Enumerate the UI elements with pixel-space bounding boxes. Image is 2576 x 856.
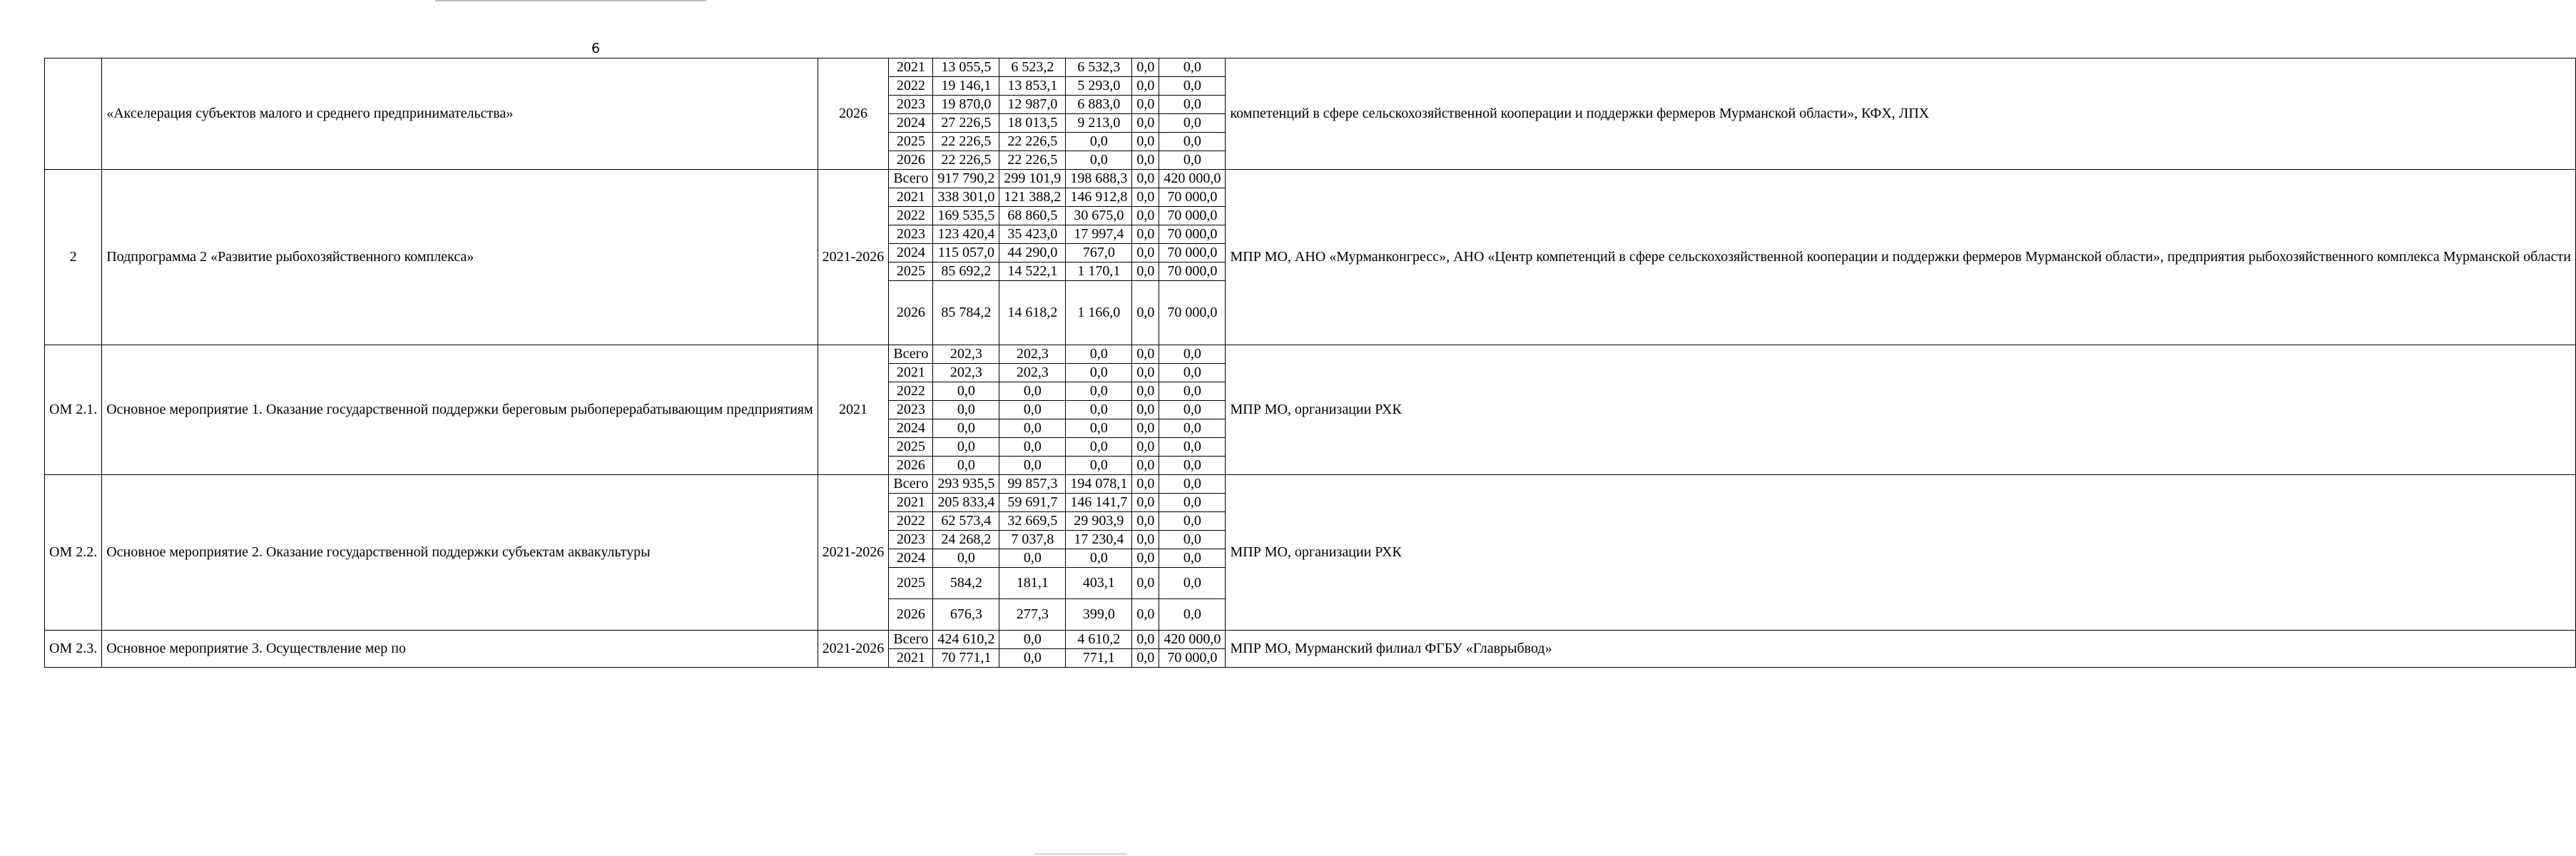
cell-total-funds: 19 870,0 (933, 96, 999, 114)
cell-regional-budget: 0,0 (999, 438, 1066, 457)
cell-federal-budget: 399,0 (1066, 599, 1132, 631)
cell-extra-budget: 0,0 (1159, 133, 1226, 151)
cell-extra-budget: 0,0 (1159, 401, 1226, 419)
scan-artifact-top (435, 0, 706, 1)
cell-year: 2022 (889, 382, 933, 401)
cell-total-funds: 0,0 (933, 419, 999, 438)
cell-regional-budget: 121 388,2 (999, 188, 1066, 207)
cell-local-budget: 0,0 (1132, 649, 1159, 668)
cell-year: 2021 (889, 649, 933, 668)
cell-regional-budget: 0,0 (999, 419, 1066, 438)
cell-extra-budget: 70 000,0 (1159, 281, 1226, 345)
cell-year: 2026 (889, 151, 933, 170)
cell-extra-budget: 0,0 (1159, 475, 1226, 494)
cell-extra-budget: 0,0 (1159, 96, 1226, 114)
cell-federal-budget: 0,0 (1066, 133, 1132, 151)
cell-local-budget: 0,0 (1132, 170, 1159, 188)
cell-federal-budget: 1 170,1 (1066, 263, 1132, 281)
cell-year: 2024 (889, 244, 933, 263)
cell-federal-budget: 17 997,4 (1066, 225, 1132, 244)
cell-federal-budget: 29 903,9 (1066, 512, 1132, 531)
cell-executor: МПР МО, организации РХК (1226, 475, 2576, 631)
cell-year: 2023 (889, 531, 933, 549)
cell-extra-budget: 0,0 (1159, 345, 1226, 364)
cell-total-funds: 70 771,1 (933, 649, 999, 668)
cell-total-funds: 0,0 (933, 401, 999, 419)
table-row (45, 58, 2576, 77)
cell-total-funds: 202,3 (933, 345, 999, 364)
cell-total-funds: 62 573,4 (933, 512, 999, 531)
cell-total-funds: 169 535,5 (933, 207, 999, 225)
cell-local-budget: 0,0 (1132, 568, 1159, 599)
table-row (45, 475, 2576, 494)
cell-regional-budget: 22 226,5 (999, 151, 1066, 170)
cell-federal-budget: 0,0 (1066, 438, 1132, 457)
table-row (45, 170, 2576, 188)
cell-federal-budget: 0,0 (1066, 549, 1132, 568)
cell-total-funds: 115 057,0 (933, 244, 999, 263)
cell-federal-budget: 17 230,4 (1066, 531, 1132, 549)
cell-year: Всего (889, 345, 933, 364)
table-row (45, 631, 2576, 649)
cell-regional-budget: 0,0 (999, 401, 1066, 419)
cell-regional-budget: 44 290,0 (999, 244, 1066, 263)
cell-extra-budget: 0,0 (1159, 77, 1226, 96)
cell-total-funds: 27 226,5 (933, 114, 999, 133)
cell-year: Всего (889, 170, 933, 188)
cell-extra-budget: 0,0 (1159, 512, 1226, 531)
cell-year: 2021 (889, 58, 933, 77)
cell-total-funds: 24 268,2 (933, 531, 999, 549)
cell-regional-budget: 0,0 (999, 457, 1066, 475)
cell-regional-budget: 0,0 (999, 631, 1066, 649)
cell-year: 2026 (889, 457, 933, 475)
cell-year: 2026 (889, 281, 933, 345)
cell-local-budget: 0,0 (1132, 457, 1159, 475)
cell-extra-budget: 70 000,0 (1159, 207, 1226, 225)
cell-regional-budget: 12 987,0 (999, 96, 1066, 114)
cell-local-budget: 0,0 (1132, 58, 1159, 77)
cell-extra-budget: 0,0 (1159, 419, 1226, 438)
cell-local-budget: 0,0 (1132, 494, 1159, 512)
cell-regional-budget: 35 423,0 (999, 225, 1066, 244)
cell-regional-budget: 277,3 (999, 599, 1066, 631)
cell-federal-budget: 0,0 (1066, 457, 1132, 475)
cell-extra-budget: 420 000,0 (1159, 631, 1226, 649)
cell-total-funds: 0,0 (933, 382, 999, 401)
cell-extra-budget: 0,0 (1159, 114, 1226, 133)
cell-local-budget: 0,0 (1132, 114, 1159, 133)
cell-name: Основное мероприятие 3. Осуществление мер по (102, 631, 818, 668)
cell-total-funds: 19 146,1 (933, 77, 999, 96)
cell-extra-budget: 0,0 (1159, 151, 1226, 170)
cell-local-budget: 0,0 (1132, 531, 1159, 549)
cell-regional-budget: 14 618,2 (999, 281, 1066, 345)
cell-regional-budget: 14 522,1 (999, 263, 1066, 281)
cell-extra-budget: 70 000,0 (1159, 225, 1226, 244)
cell-name: Основное мероприятие 2. Оказание государственной поддержки субъектам аквакультуры (102, 475, 818, 631)
cell-code (45, 58, 102, 170)
cell-regional-budget: 68 860,5 (999, 207, 1066, 225)
cell-federal-budget: 146 912,8 (1066, 188, 1132, 207)
cell-total-funds: 0,0 (933, 457, 999, 475)
cell-regional-budget: 59 691,7 (999, 494, 1066, 512)
cell-federal-budget: 194 078,1 (1066, 475, 1132, 494)
cell-total-funds: 85 692,2 (933, 263, 999, 281)
cell-executor: компетенций в сфере сельскохозяйственной кооперации и поддержки фермеров Мурманской области», КФХ, ЛПХ (1226, 58, 2576, 170)
cell-regional-budget: 299 101,9 (999, 170, 1066, 188)
cell-federal-budget: 9 213,0 (1066, 114, 1132, 133)
cell-federal-budget: 146 141,7 (1066, 494, 1132, 512)
cell-year: 2022 (889, 77, 933, 96)
cell-federal-budget: 6 532,3 (1066, 58, 1132, 77)
cell-federal-budget: 0,0 (1066, 419, 1132, 438)
cell-federal-budget: 767,0 (1066, 244, 1132, 263)
scan-artifact-bottom (1034, 853, 1127, 855)
cell-year: 2025 (889, 133, 933, 151)
cell-local-budget: 0,0 (1132, 77, 1159, 96)
cell-extra-budget: 70 000,0 (1159, 649, 1226, 668)
cell-local-budget: 0,0 (1132, 549, 1159, 568)
cell-period: 2021-2026 (818, 170, 889, 345)
cell-total-funds: 85 784,2 (933, 281, 999, 345)
cell-regional-budget: 18 013,5 (999, 114, 1066, 133)
cell-extra-budget: 70 000,0 (1159, 188, 1226, 207)
cell-local-budget: 0,0 (1132, 345, 1159, 364)
cell-regional-budget: 181,1 (999, 568, 1066, 599)
cell-extra-budget: 0,0 (1159, 568, 1226, 599)
cell-year: 2025 (889, 568, 933, 599)
cell-extra-budget: 70 000,0 (1159, 244, 1226, 263)
cell-year: 2023 (889, 225, 933, 244)
cell-federal-budget: 6 883,0 (1066, 96, 1132, 114)
cell-name: Основное мероприятие 1. Оказание государственной поддержки береговым рыбоперерабатывающим предприятиям (102, 345, 818, 475)
cell-extra-budget: 0,0 (1159, 382, 1226, 401)
cell-federal-budget: 0,0 (1066, 151, 1132, 170)
cell-regional-budget: 0,0 (999, 549, 1066, 568)
cell-period: 2021 (818, 345, 889, 475)
cell-federal-budget: 0,0 (1066, 382, 1132, 401)
cell-year: Всего (889, 631, 933, 649)
cell-year: 2022 (889, 512, 933, 531)
cell-federal-budget: 4 610,2 (1066, 631, 1132, 649)
cell-federal-budget: 771,1 (1066, 649, 1132, 668)
cell-code: 2 (45, 170, 102, 345)
cell-year: 2021 (889, 188, 933, 207)
cell-code: ОМ 2.3. (45, 631, 102, 668)
table-row (45, 345, 2576, 364)
cell-federal-budget: 198 688,3 (1066, 170, 1132, 188)
cell-extra-budget: 0,0 (1159, 58, 1226, 77)
cell-extra-budget: 70 000,0 (1159, 263, 1226, 281)
cell-regional-budget: 13 853,1 (999, 77, 1066, 96)
cell-code: ОМ 2.1. (45, 345, 102, 475)
cell-total-funds: 338 301,0 (933, 188, 999, 207)
cell-federal-budget: 403,1 (1066, 568, 1132, 599)
cell-local-budget: 0,0 (1132, 512, 1159, 531)
cell-regional-budget: 6 523,2 (999, 58, 1066, 77)
cell-local-budget: 0,0 (1132, 438, 1159, 457)
cell-total-funds: 917 790,2 (933, 170, 999, 188)
cell-extra-budget: 0,0 (1159, 599, 1226, 631)
cell-total-funds: 676,3 (933, 599, 999, 631)
cell-name: «Акселерация субъектов малого и среднего предпринимательства» (102, 58, 818, 170)
cell-federal-budget: 0,0 (1066, 401, 1132, 419)
cell-executor: МПР МО, Мурманский филиал ФГБУ «Главрыбвод» (1226, 631, 2576, 668)
cell-total-funds: 0,0 (933, 438, 999, 457)
cell-extra-budget: 0,0 (1159, 364, 1226, 382)
cell-year: 2024 (889, 114, 933, 133)
cell-total-funds: 0,0 (933, 549, 999, 568)
cell-code: ОМ 2.2. (45, 475, 102, 631)
cell-local-budget: 0,0 (1132, 419, 1159, 438)
cell-extra-budget: 420 000,0 (1159, 170, 1226, 188)
cell-year: 2024 (889, 549, 933, 568)
cell-extra-budget: 0,0 (1159, 531, 1226, 549)
cell-local-budget: 0,0 (1132, 207, 1159, 225)
cell-local-budget: 0,0 (1132, 188, 1159, 207)
cell-year: 2023 (889, 401, 933, 419)
cell-year: 2025 (889, 263, 933, 281)
cell-local-budget: 0,0 (1132, 631, 1159, 649)
cell-federal-budget: 0,0 (1066, 364, 1132, 382)
cell-total-funds: 584,2 (933, 568, 999, 599)
cell-local-budget: 0,0 (1132, 475, 1159, 494)
cell-extra-budget: 0,0 (1159, 494, 1226, 512)
cell-regional-budget: 99 857,3 (999, 475, 1066, 494)
cell-year: 2024 (889, 419, 933, 438)
cell-extra-budget: 0,0 (1159, 549, 1226, 568)
cell-extra-budget: 0,0 (1159, 438, 1226, 457)
cell-federal-budget: 0,0 (1066, 345, 1132, 364)
cell-executor: МПР МО, организации РХК (1226, 345, 2576, 475)
cell-regional-budget: 202,3 (999, 364, 1066, 382)
cell-regional-budget: 0,0 (999, 382, 1066, 401)
cell-period: 2021-2026 (818, 475, 889, 631)
cell-year: 2021 (889, 364, 933, 382)
cell-total-funds: 13 055,5 (933, 58, 999, 77)
financing-table (44, 58, 2576, 668)
cell-regional-budget: 202,3 (999, 345, 1066, 364)
cell-year: 2022 (889, 207, 933, 225)
cell-local-budget: 0,0 (1132, 151, 1159, 170)
cell-regional-budget: 22 226,5 (999, 133, 1066, 151)
cell-regional-budget: 7 037,8 (999, 531, 1066, 549)
cell-year: Всего (889, 475, 933, 494)
cell-year: 2025 (889, 438, 933, 457)
cell-regional-budget: 32 669,5 (999, 512, 1066, 531)
cell-local-budget: 0,0 (1132, 133, 1159, 151)
cell-local-budget: 0,0 (1132, 382, 1159, 401)
cell-name: Подпрограмма 2 «Развитие рыбохозяйственного комплекса» (102, 170, 818, 345)
cell-local-budget: 0,0 (1132, 281, 1159, 345)
cell-local-budget: 0,0 (1132, 364, 1159, 382)
cell-year: 2023 (889, 96, 933, 114)
cell-period: 2021-2026 (818, 631, 889, 668)
cell-federal-budget: 1 166,0 (1066, 281, 1132, 345)
cell-local-budget: 0,0 (1132, 96, 1159, 114)
cell-year: 2021 (889, 494, 933, 512)
page-number: 6 (591, 41, 601, 56)
cell-total-funds: 205 833,4 (933, 494, 999, 512)
cell-federal-budget: 5 293,0 (1066, 77, 1132, 96)
cell-extra-budget: 0,0 (1159, 457, 1226, 475)
cell-executor: МПР МО, АНО «Мурманконгресс», АНО «Центр компетенций в сфере сельскохозяйственной кооперации и поддержки фермеров Мурманской области», предприятия рыбохозяйственного комплекса Мурманской области (1226, 170, 2576, 345)
cell-total-funds: 202,3 (933, 364, 999, 382)
cell-total-funds: 123 420,4 (933, 225, 999, 244)
cell-total-funds: 424 610,2 (933, 631, 999, 649)
cell-local-budget: 0,0 (1132, 263, 1159, 281)
cell-local-budget: 0,0 (1132, 401, 1159, 419)
cell-local-budget: 0,0 (1132, 225, 1159, 244)
cell-total-funds: 293 935,5 (933, 475, 999, 494)
cell-period: 2026 (818, 58, 889, 170)
cell-year: 2026 (889, 599, 933, 631)
cell-total-funds: 22 226,5 (933, 133, 999, 151)
cell-local-budget: 0,0 (1132, 244, 1159, 263)
cell-total-funds: 22 226,5 (933, 151, 999, 170)
cell-regional-budget: 0,0 (999, 649, 1066, 668)
cell-federal-budget: 30 675,0 (1066, 207, 1132, 225)
cell-local-budget: 0,0 (1132, 599, 1159, 631)
